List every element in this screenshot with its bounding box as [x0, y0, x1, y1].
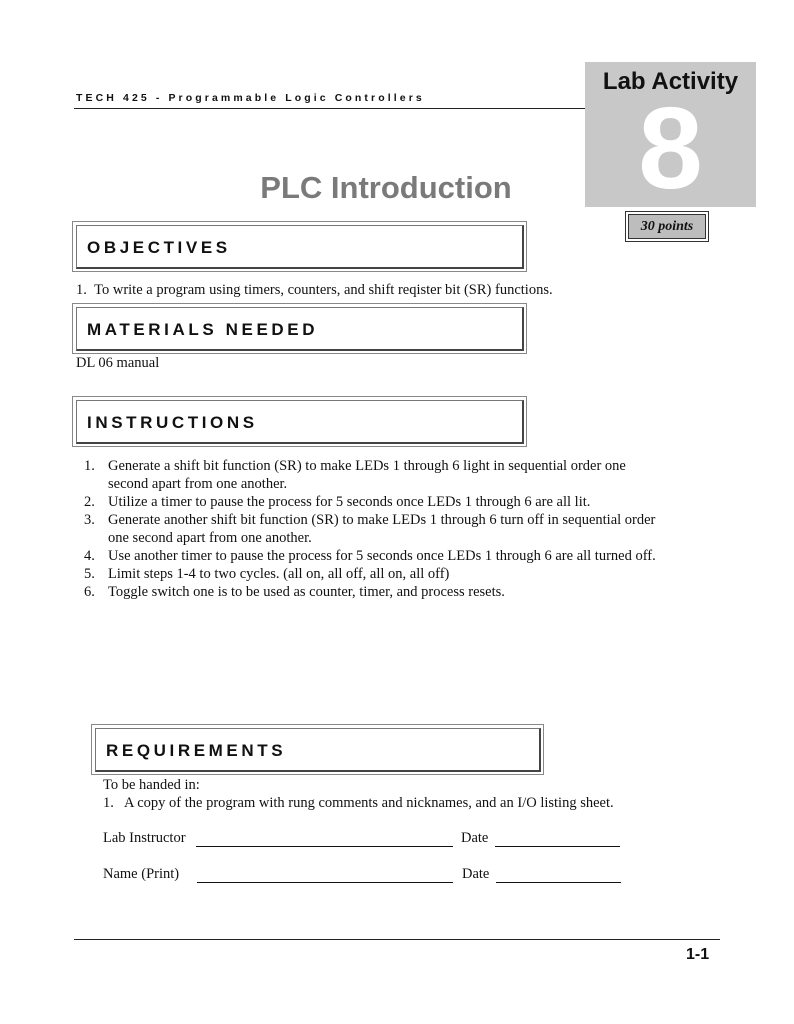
- name-date-label: Date: [462, 866, 490, 882]
- lab-instructor-signature-line[interactable]: [196, 846, 453, 847]
- name-print-line[interactable]: [197, 882, 453, 883]
- objectives-heading-box: [76, 225, 524, 269]
- objective-item: [76, 281, 553, 299]
- lab-instructor-label: Lab Instructor: [103, 830, 186, 846]
- instruction-text: Toggle switch one is to be used as counter, timer, and process resets.: [108, 584, 505, 600]
- instruction-text-continued: one second apart from one another.: [108, 530, 312, 546]
- instruction-number: 3.: [84, 512, 95, 528]
- requirements-heading-box: [95, 728, 541, 772]
- instruction-text: Utilize a timer to pause the process for 5 seconds once LEDs 1 through 6 are all lit.: [108, 494, 591, 510]
- lab-activity-label: Lab Activity: [602, 68, 739, 95]
- instruction-item: [84, 511, 724, 547]
- objective-item-number: 1.: [76, 282, 87, 298]
- course-header: TECH 425 - Programmable Logic Controllers: [76, 92, 425, 104]
- objectives-heading: OBJECTIVES: [87, 238, 231, 257]
- instructions-heading: INSTRUCTIONS: [87, 413, 258, 432]
- instruction-item: [84, 547, 724, 565]
- materials-heading-box: [76, 307, 524, 351]
- materials-heading: MATERIALS NEEDED: [87, 320, 319, 339]
- instruction-number: 4.: [84, 548, 95, 564]
- name-print-label: Name (Print): [103, 866, 180, 882]
- instructions-list: [84, 457, 724, 601]
- lab-activity-badge: [585, 62, 756, 213]
- instructions-heading-box: [76, 400, 524, 444]
- instruction-text: Generate a shift bit function (SR) to make LEDs 1 through 6 light in sequential order one: [108, 458, 626, 474]
- instruction-number: 6.: [84, 584, 95, 600]
- points-badge: [625, 211, 709, 242]
- name-date-line[interactable]: [496, 882, 621, 883]
- instruction-number: 2.: [84, 494, 95, 510]
- header-rule: [74, 108, 586, 109]
- instruction-item: [84, 457, 724, 493]
- materials-text: DL 06 manual: [76, 355, 160, 371]
- instruction-number: 1.: [84, 458, 95, 474]
- instruction-text-continued: second apart from one another.: [108, 476, 288, 492]
- requirements-item: 1. A copy of the program with rung comments and nicknames, and an I/O listing sheet.: [103, 795, 614, 811]
- page-title: PLC Introduction: [260, 170, 512, 205]
- instruction-item: [84, 565, 724, 583]
- instruction-text: Generate another shift bit function (SR) to make LEDs 1 through 6 turn off in sequential order: [108, 512, 656, 528]
- points-label: 30 points: [628, 214, 706, 239]
- instruction-item: [84, 583, 724, 601]
- objective-item-text: To write a program using timers, counters, and shift reqister bit (SR) functions.: [94, 282, 553, 298]
- instruction-text: Limit steps 1-4 to two cycles. (all on, all off, all on, all off): [108, 566, 450, 582]
- page-number: 1-1: [686, 946, 710, 963]
- lab-activity-number: 8: [638, 83, 703, 213]
- requirements-intro: To be handed in:: [103, 777, 200, 793]
- instruction-text: Use another timer to pause the process for 5 seconds once LEDs 1 through 6 are all turned off.: [108, 548, 656, 564]
- instructor-date-label: Date: [461, 830, 489, 846]
- instruction-number: 5.: [84, 566, 95, 582]
- instructor-date-line[interactable]: [495, 846, 620, 847]
- instruction-item: [84, 493, 724, 511]
- footer-rule: [74, 939, 720, 940]
- requirements-heading: REQUIREMENTS: [106, 741, 287, 760]
